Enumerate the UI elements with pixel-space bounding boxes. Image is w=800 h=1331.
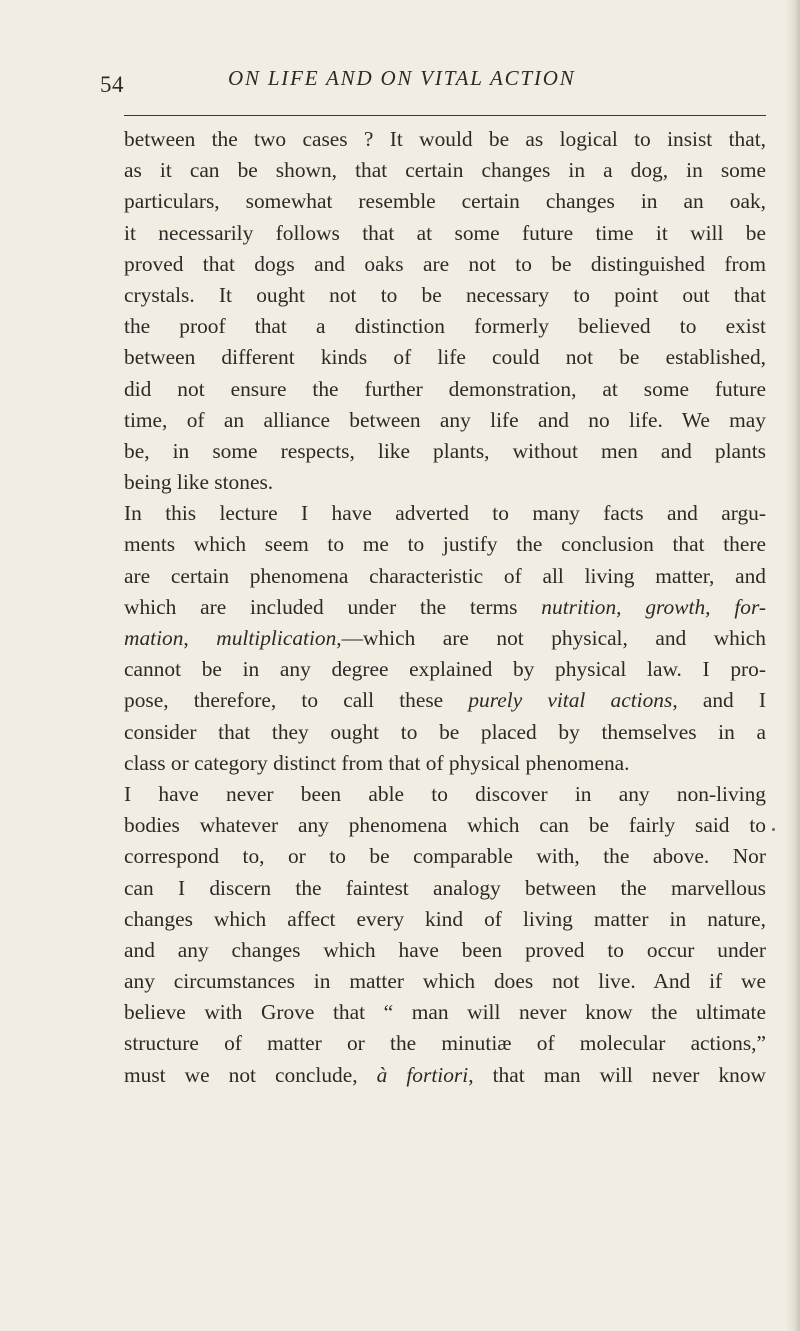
paragraph-end-line: being like stones.	[124, 470, 274, 495]
paragraph-end-line: class or category distinct from that of physical phenomena.	[124, 750, 630, 775]
text-line: ments which seem to me to justify the conclusion that there	[124, 532, 766, 557]
text-line: proved that dogs and oaks are not to be distinguished from	[124, 251, 766, 276]
page-edge-shadow	[786, 0, 800, 1331]
italic-term: multiplication	[216, 626, 337, 650]
text-line: the proof that a distinction formerly believed to exist	[124, 314, 766, 339]
text-line: changes which affect every kind of living matter in nature,	[124, 906, 766, 931]
italic-term: mation	[124, 626, 184, 650]
page-header	[100, 62, 780, 102]
text-line: be, in some respects, like plants, without men and plants	[124, 438, 766, 463]
page-number: 54	[100, 72, 124, 97]
text-line-with-italics: pose, therefore, to call these purely vital actions, and I	[124, 688, 766, 713]
text-line: can I discern the faintest analogy between the marvellous	[124, 875, 766, 900]
text-line: particulars, somewhat resemble certain changes in an oak,	[124, 189, 766, 214]
italic-phrase: à fortiori	[376, 1062, 469, 1087]
text-line: time, of an alliance between any life and no life. We may	[124, 407, 766, 432]
text-line: consider that they ought to be placed by themselves in a	[124, 719, 766, 744]
margin-speck	[772, 828, 775, 831]
text-line-with-italics: mation, multiplication,—which are not physical, and which	[124, 626, 766, 650]
header-rule	[124, 115, 766, 116]
text-line: structure of matter or the minutiæ of molecular actions,”	[124, 1031, 766, 1056]
text-line: believe with Grove that “ man will never know the ultimate	[124, 1000, 766, 1025]
text-line: are certain phenomena characteristic of all living matter, and	[124, 563, 766, 588]
text-line: cannot be in any degree explained by physical law. I pro-	[124, 657, 766, 682]
italic-terms: nutrition, growth, for-	[541, 594, 766, 619]
text-line: did not ensure the further demonstration, at some future	[124, 376, 766, 401]
italic-phrase: purely vital actions	[468, 688, 673, 713]
text-line: any circumstances in matter which does not live. And if we	[124, 969, 766, 994]
running-title: ON LIFE AND ON VITAL ACTION	[228, 66, 576, 90]
text-line: between different kinds of life could not be established,	[124, 345, 766, 370]
paragraph-start-line: I have never been able to discover in any non-living	[124, 781, 766, 806]
text-line: correspond to, or to be comparable with, the above. Nor	[124, 844, 766, 869]
text-line: as it can be shown, that certain changes in a dog, in some	[124, 158, 766, 183]
body-text	[124, 124, 766, 1091]
paragraph-start-line: In this lecture I have adverted to many facts and argu-	[124, 501, 766, 526]
text-line-with-italics: which are included under the terms nutrition, growth, for-	[124, 594, 766, 619]
text-line-with-italics: must we not conclude, à fortiori, that man will never know	[124, 1062, 766, 1087]
text-line: and any changes which have been proved to occur under	[124, 937, 766, 962]
text-line: crystals. It ought not to be necessary to point out that	[124, 282, 766, 307]
text-line: it necessarily follows that at some future time it will be	[124, 220, 766, 245]
text-line: bodies whatever any phenomena which can be fairly said to	[124, 813, 766, 838]
text-line: between the two cases ? It would be as logical to insist that,	[124, 127, 766, 151]
